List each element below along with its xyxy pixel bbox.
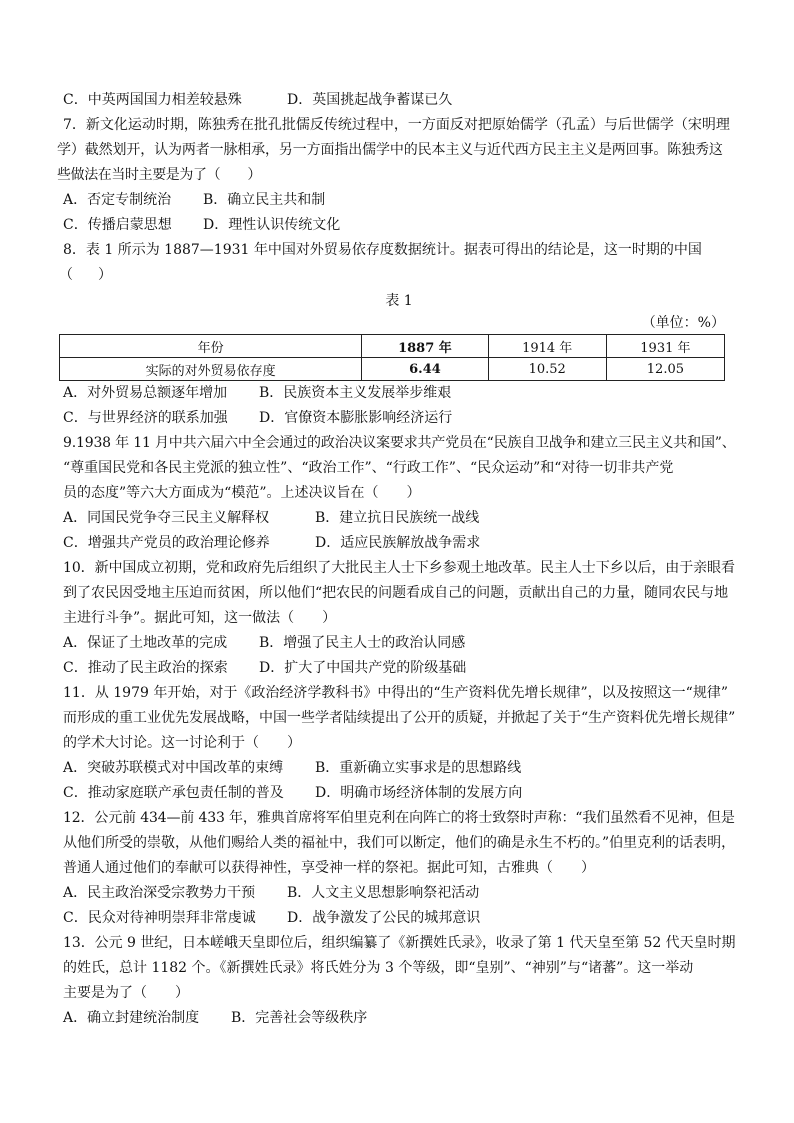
question-11 <box>63 681 735 806</box>
q7-option-a[interactable]: A．否定专制统治 <box>63 192 172 208</box>
q7-option-b[interactable]: B．确立民主共和制 <box>203 192 326 208</box>
q9-option-b[interactable]: B．建立抗日民族统一战线 <box>315 510 480 526</box>
question-7 <box>57 113 735 238</box>
q9-option-a[interactable]: A．同国民党争夺三民主义解释权 <box>63 510 270 526</box>
q7-options-row <box>63 213 735 238</box>
q7-option-d[interactable]: D．理性认识传统文化 <box>203 217 341 233</box>
table-caption: 表 1 <box>385 293 413 309</box>
q13-option-a[interactable]: A．确立封建统治制度 <box>63 1010 200 1026</box>
q12-stem-line: 12．公元前 434—前 433 年，雅典首席将军伯里克利在向阵亡的将士致祭时声称：“我们虽然看不见神，但是 <box>63 810 735 826</box>
q9-options-row <box>63 506 735 531</box>
q13-stem-line: 的姓氏，总计 1182 个。《新撰姓氏录》将氏姓分为 3 个等级，即“皇别”、“神别”与“诸蕃”。这一举动 <box>63 960 694 976</box>
table-header-row <box>60 335 725 358</box>
q11-options-row <box>63 781 735 806</box>
q10-stem-line: 10．新中国成立初期，党和政府先后组织了大批民主人士下乡参观土地改革。民主人士下乡以后，由于亲眼看 <box>63 560 735 576</box>
q11-option-a[interactable]: A．突破苏联模式对中国改革的束缚 <box>63 760 284 776</box>
q9-stem-line: 员的态度”等六大方面成为“模范”。上述决议旨在（ ） <box>63 485 421 501</box>
q7-options-row <box>63 188 735 213</box>
table-cell: 实际的对外贸易依存度 <box>60 358 362 381</box>
q6-option-c[interactable]: C．中英两国国力相差较悬殊 <box>63 92 242 108</box>
table-unit: （单位：%） <box>641 315 725 331</box>
table-header-cell: 1914 年 <box>488 335 606 358</box>
q13-option-b[interactable]: B．完善社会等级秩序 <box>231 1010 368 1026</box>
q13-stem-line: 主要是为了（ ） <box>63 985 189 1001</box>
q10-options-row <box>63 656 735 681</box>
q12-options-row <box>63 906 735 931</box>
question-13 <box>63 931 735 1031</box>
q9-option-d[interactable]: D．适应民族解放战争需求 <box>315 535 481 551</box>
q9-stem-line: 9.1938 年 11 月中共六届六中全会通过的政治决议案要求共产党员在“民族自卫战争和建立三民主义共和国”、 <box>63 435 736 451</box>
question-12 <box>63 806 735 931</box>
q11-stem-line: 11．从 1979 年开始，对于《政治经济学教科书》中得出的“生产资料优先增长规律”，以及按照这一“规律” <box>63 685 728 701</box>
q11-stem-line: 而形成的重工业优先发展战略，中国一些学者陆续提出了公开的质疑，并掀起了关于“生产资料优先增长规律” <box>63 710 736 726</box>
table-header-cell: 年份 <box>60 335 362 358</box>
q12-option-c[interactable]: C．民众对待神明崇拜非常虔诚 <box>63 910 256 926</box>
q7-stem-line: 些做法在当时主要是为了（ ） <box>57 167 261 183</box>
q12-option-d[interactable]: D．战争激发了公民的城邦意识 <box>287 910 481 926</box>
question-10 <box>63 556 735 681</box>
table-cell: 6.44 <box>362 358 488 381</box>
q13-stem-line: 13．公元 9 世纪，日本嵯峨天皇即位后，组织编纂了《新撰姓氏录》，收录了第 1 代天皇至第 52 代天皇时期 <box>63 935 736 951</box>
q10-stem-line: 到了农民因受地主压迫而贫困，所以他们“把农民的问题看成自己的问题，贡献出自己的力量，随同农民与地 <box>63 585 729 601</box>
q8-options-row <box>63 406 735 431</box>
q12-stem-line: 从他们所受的崇敬，从他们赐给人类的福祉中，我们可以断定，他们的确是永生不朽的。”伯里克利的话表明， <box>63 835 736 851</box>
q13-options-row <box>63 1006 735 1031</box>
q8-option-a[interactable]: A．对外贸易总额逐年增加 <box>63 385 228 401</box>
q10-stem-line: 主进行斗争”。据此可知，这一做法（ ） <box>63 610 337 626</box>
q8-stem-line: 8．表 1 所示为 1887—1931 年中国对外贸易依存度数据统计。据表可得出的结论是，这一时期的中国 <box>63 242 702 258</box>
question-8 <box>59 238 735 431</box>
table-header-cell: 1887 年 <box>362 335 488 358</box>
q7-stem-line: 学）截然划开，认为两者一脉相承，另一方面指出儒学中的民本主义与近代西方民主主义是两回事。陈独秀这 <box>57 142 723 158</box>
q10-options-row <box>63 631 735 656</box>
question-9 <box>63 431 735 556</box>
q6-options-row <box>63 88 735 113</box>
q9-options-row <box>63 531 735 556</box>
q12-option-b[interactable]: B．人文主义思想影响祭祀活动 <box>287 885 480 901</box>
q10-option-a[interactable]: A．保证了土地改革的完成 <box>63 635 228 651</box>
q8-option-d[interactable]: D．官僚资本膨胀影响经济运行 <box>259 410 453 426</box>
q8-option-b[interactable]: B．民族资本主义发展举步维艰 <box>259 385 452 401</box>
q7-stem-line: 7．新文化运动时期，陈独秀在批孔批儒反传统过程中，一方面反对把原始儒学（孔孟）与后世儒学（宋明理 <box>63 117 730 133</box>
q10-option-d[interactable]: D．扩大了中国共产党的阶级基础 <box>259 660 467 676</box>
exam-page <box>57 88 736 1031</box>
q10-option-c[interactable]: C．推动了民主政治的探索 <box>63 660 228 676</box>
q8-stem-line: （ ） <box>59 267 111 283</box>
table-cell: 12.05 <box>606 358 724 381</box>
table-cell: 10.52 <box>488 358 606 381</box>
q7-option-c[interactable]: C．传播启蒙思想 <box>63 217 172 233</box>
q12-option-a[interactable]: A．民主政治深受宗教势力干预 <box>63 885 256 901</box>
q12-options-row <box>63 881 735 906</box>
q9-stem-line: “尊重国民党和各民主党派的独立性”、“政治工作”、“行政工作”、“民众运动”和“对待一切非共产党 <box>63 460 674 476</box>
q8-options-row <box>63 381 735 406</box>
table-row <box>60 358 725 381</box>
q9-option-c[interactable]: C．增强共产党员的政治理论修养 <box>63 535 270 551</box>
q11-option-c[interactable]: C．推动家庭联产承包责任制的普及 <box>63 785 284 801</box>
q12-stem-line: 普通人通过他们的奉献可以获得神性，享受神一样的祭祀。据此可知，古雅典（ ） <box>63 860 595 876</box>
q8-option-c[interactable]: C．与世界经济的联系加强 <box>63 410 228 426</box>
q10-option-b[interactable]: B．增强了民主人士的政治认同感 <box>259 635 466 651</box>
table-header-cell: 1931 年 <box>606 335 724 358</box>
trade-dependency-table <box>59 334 725 381</box>
q11-option-b[interactable]: B．重新确立实事求是的思想路线 <box>315 760 522 776</box>
q11-options-row <box>63 756 735 781</box>
q11-stem-line: 的学术大讨论。这一讨论利于（ ） <box>63 735 301 751</box>
q11-option-d[interactable]: D．明确市场经济体制的发展方向 <box>315 785 523 801</box>
q6-option-d[interactable]: D．英国挑起战争蓄谋已久 <box>287 92 453 108</box>
